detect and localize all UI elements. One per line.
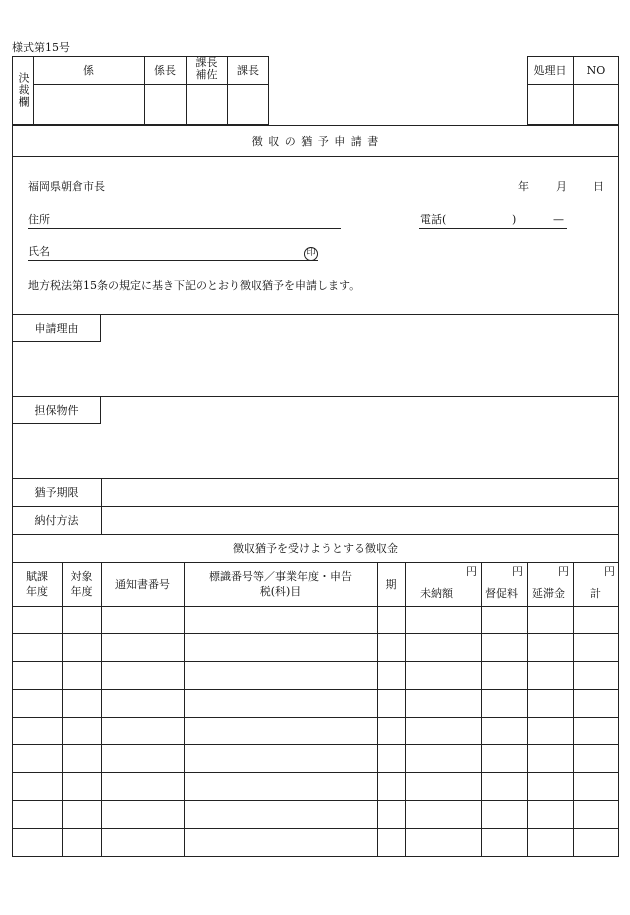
phone-field[interactable]	[419, 228, 567, 229]
address-field[interactable]	[28, 228, 341, 229]
table-row[interactable]	[12, 634, 619, 662]
table-row[interactable]	[12, 606, 619, 634]
address-label: 住所	[28, 213, 50, 226]
payment-method-label: 納付方法	[34, 514, 79, 527]
header-taisho-nendo: 対象 年度	[70, 570, 93, 598]
table-row[interactable]	[12, 773, 619, 801]
name-field[interactable]	[28, 260, 318, 261]
phone-close: )	[512, 213, 517, 226]
form-number: 様式第15号	[12, 41, 70, 54]
table-row[interactable]	[12, 801, 619, 829]
reason-label: 申請理由	[12, 314, 101, 342]
processing-date-label: 処理日	[533, 64, 567, 77]
table-row[interactable]	[12, 718, 619, 746]
number-label: NO	[586, 63, 606, 77]
header-kei: 計	[590, 587, 601, 600]
yen-unit: 円	[466, 565, 477, 578]
collateral-label: 担保物件	[12, 396, 101, 424]
kakaricho-label: 係長	[154, 64, 176, 77]
seal-mark: 印	[304, 245, 318, 261]
approval-side-label: 決裁欄	[17, 72, 30, 108]
statement: 地方税法第15条の規定に基き下記のとおり徴収猶予を申請します。	[28, 279, 361, 292]
kacho-hosa-label: 課長 補佐	[195, 56, 218, 81]
yen-unit: 円	[558, 565, 569, 578]
phone-label: 電話(	[420, 213, 447, 226]
date-day: 日	[593, 180, 604, 193]
table-row[interactable]	[12, 829, 619, 857]
reason-field[interactable]	[101, 342, 619, 396]
payment-method-field[interactable]	[101, 506, 619, 534]
header-minou: 未納額	[420, 587, 453, 600]
header-tokusoku: 督促料	[485, 587, 518, 600]
deferral-period-field[interactable]	[101, 478, 619, 506]
name-label: 氏名	[28, 245, 50, 258]
table-title: 徴収猶予を受けようとする徴収金	[233, 542, 398, 555]
kacho-label: 課長	[237, 64, 259, 77]
header-ki: 期	[385, 578, 397, 591]
table-row[interactable]	[12, 690, 619, 718]
yen-unit: 円	[512, 565, 523, 578]
header-hyoshiki: 標識番号等／事業年度・申告 税(科)目	[209, 570, 352, 598]
table-row[interactable]	[12, 745, 619, 773]
deferral-period-label: 猶予期限	[34, 486, 79, 499]
kakari-label: 係	[83, 64, 94, 77]
header-tsuchisho-bango: 通知書番号	[115, 578, 170, 591]
table-row[interactable]	[12, 662, 619, 690]
collateral-field[interactable]	[101, 424, 619, 478]
date-month: 月	[556, 180, 567, 193]
page-title: 徴 収 の 猶 予 申 請 書	[251, 134, 380, 148]
addressee: 福岡県朝倉市長	[28, 180, 105, 193]
header-entai: 延滞金	[532, 587, 565, 600]
date-year: 年	[518, 180, 529, 193]
header-fuka-nendo: 賦課 年度	[26, 570, 48, 598]
yen-unit: 円	[604, 565, 615, 578]
phone-dash: —	[553, 213, 564, 226]
